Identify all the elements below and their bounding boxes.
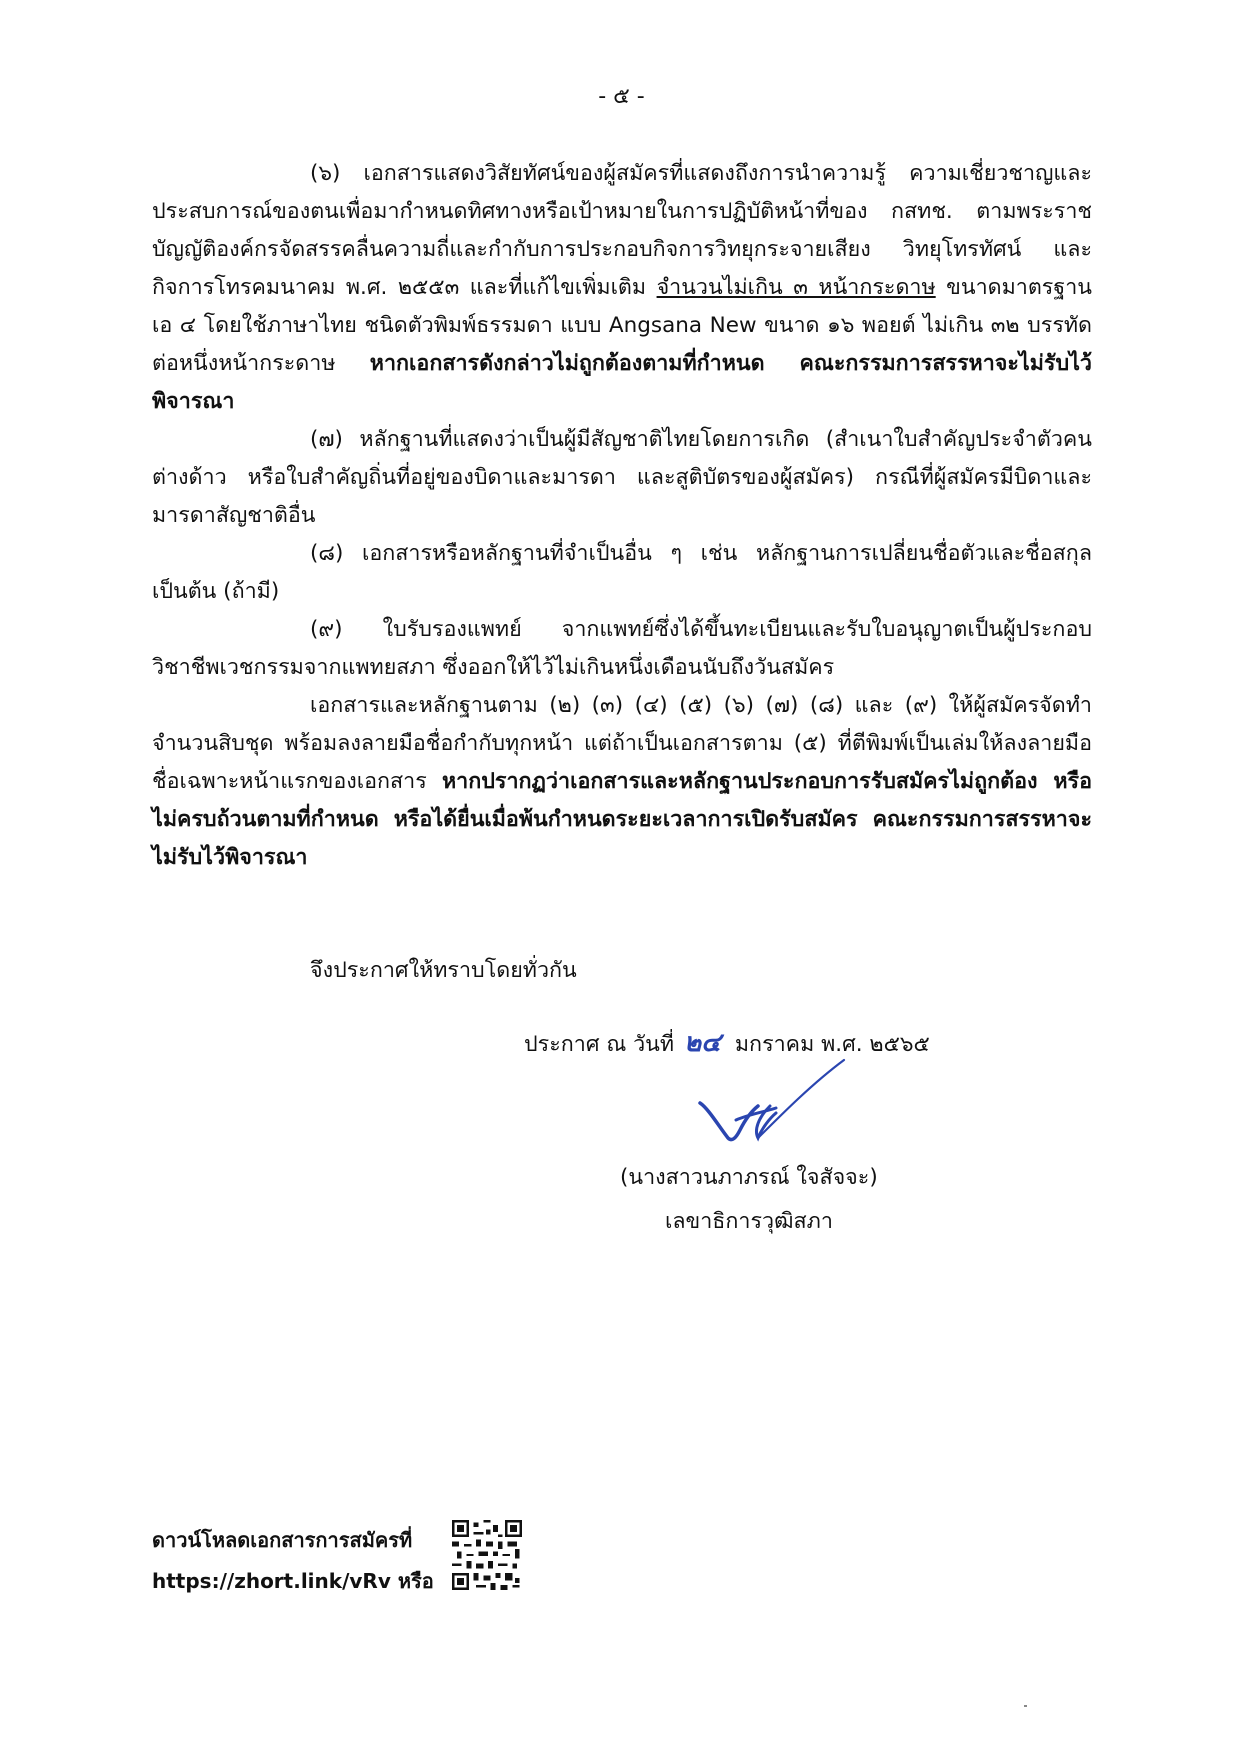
summary-paragraph — [152, 687, 1092, 877]
date-suffix: มกราคม พ.ศ. ๒๕๖๕ — [734, 1032, 930, 1057]
signature-icon — [698, 1058, 848, 1148]
item-6-warning: หากเอกสารดังกล่าวไม่ถูกต้องตามที่กำหนด คณะกรรมการสรรหาจะไม่รับไว้พิจารณา — [152, 351, 1092, 414]
item-6-page-limit: จำนวนไม่เกิน ๓ หน้ากระดาษ — [656, 275, 936, 300]
download-url[interactable]: https://zhort.link/vRv หรือ — [152, 1569, 434, 1593]
announcement-date — [524, 1022, 930, 1063]
item-6 — [152, 155, 1092, 421]
document-body — [152, 155, 1092, 877]
qr-code-icon[interactable] — [452, 1520, 522, 1590]
signer-name: (นางสาวนภาภรณ์ ใจสัจจะ) — [620, 1165, 878, 1190]
item-6-format: ขนาดมาตรฐาน เอ ๔ โดยใช้ภาษาไทย ชนิดตัวพิมพ์ธรรมดา แบบ Angsana New ขนาด ๑๖ พอยต์ ไม่เกิน ๓๒ บรรทัด ต่อหนึ่งหน้ากระดาษ — [152, 275, 1092, 376]
announcement: จึงประกาศให้ทราบโดยทั่วกัน — [310, 958, 577, 983]
page-number: - ๕ - — [598, 84, 645, 109]
item-8: (๘) เอกสารหรือหลักฐานที่จำเป็นอื่น ๆ เช่น หลักฐานการเปลี่ยนชื่อตัวและชื่อสกุล เป็นต้น (ถ้ามี) — [152, 541, 1092, 604]
date-day-handwritten: ๒๔ — [684, 1028, 721, 1058]
summary-warning: หากปรากฏว่าเอกสารและหลักฐานประกอบการรับสมัครไม่ถูกต้อง หรือไม่ครบถ้วนตามที่กำหนด หรือได้ยื่นเมื่อพ้นกำหนดระยะเวลาการเปิดรับสมัคร คณะกรรมการสรรหาจะไม่รับไว้พิจารณา — [152, 769, 1092, 870]
summary-text: เอกสารและหลักฐานตาม (๒) (๓) (๔) (๕) (๖) (๗) (๘) และ (๙) ให้ผู้สมัครจัดทำจำนวนสิบชุด พร้อมลงลายมือชื่อกำกับทุกหน้า แต่ถ้าเป็นเอกสารตาม (๕) ที่ตีพิมพ์เป็นเล่มให้ลงลายมือชื่อเฉพาะหน้าแรกของเอกสาร — [152, 693, 1092, 794]
scan-mark — [1024, 1705, 1027, 1707]
item-7: (๗) หลักฐานที่แสดงว่าเป็นผู้มีสัญชาติไทยโดยการเกิด (สำเนาใบสำคัญประจำตัวคนต่างด้าว หรือใบสำคัญถิ่นที่อยู่ของบิดาและมารดา และสูติบัตรของผู้สมัคร) กรณีที่ผู้สมัครมีบิดาและมารดาสัญชาติอื่น — [152, 427, 1092, 528]
item-6-text: (๖) เอกสารแสดงวิสัยทัศน์ของผู้สมัครที่แสดงถึงการนำความรู้ ความเชี่ยวชาญและประสบการณ์ของตนเพื่อมากำหนดทิศทางหรือเป้าหมายในการปฏิบัติหน้าที่ของ กสทช. ตามพระราชบัญญัติองค์กรจัดสรรคลื่นความถี่และกำกับการประกอบกิจการวิทยุกระจายเสียง วิทยุโทรทัศน์ และกิจการโทรคมนาคม พ.ศ. ๒๕๕๓ และที่แก้ไขเพิ่มเติม — [152, 161, 1092, 300]
signer-title: เลขาธิการวุฒิสภา — [665, 1209, 833, 1234]
download-label: ดาวน์โหลดเอกสารการสมัครที่ — [152, 1528, 413, 1552]
date-prefix: ประกาศ ณ วันที่ — [524, 1032, 675, 1057]
item-9: (๙) ใบรับรองแพทย์ จากแพทย์ซึ่งได้ขึ้นทะเบียนและรับใบอนุญาตเป็นผู้ประกอบวิชาชีพเวชกรรมจากแพทยสภา ซึ่งออกให้ไว้ไม่เกินหนึ่งเดือนนับถึงวันสมัคร — [152, 617, 1092, 680]
